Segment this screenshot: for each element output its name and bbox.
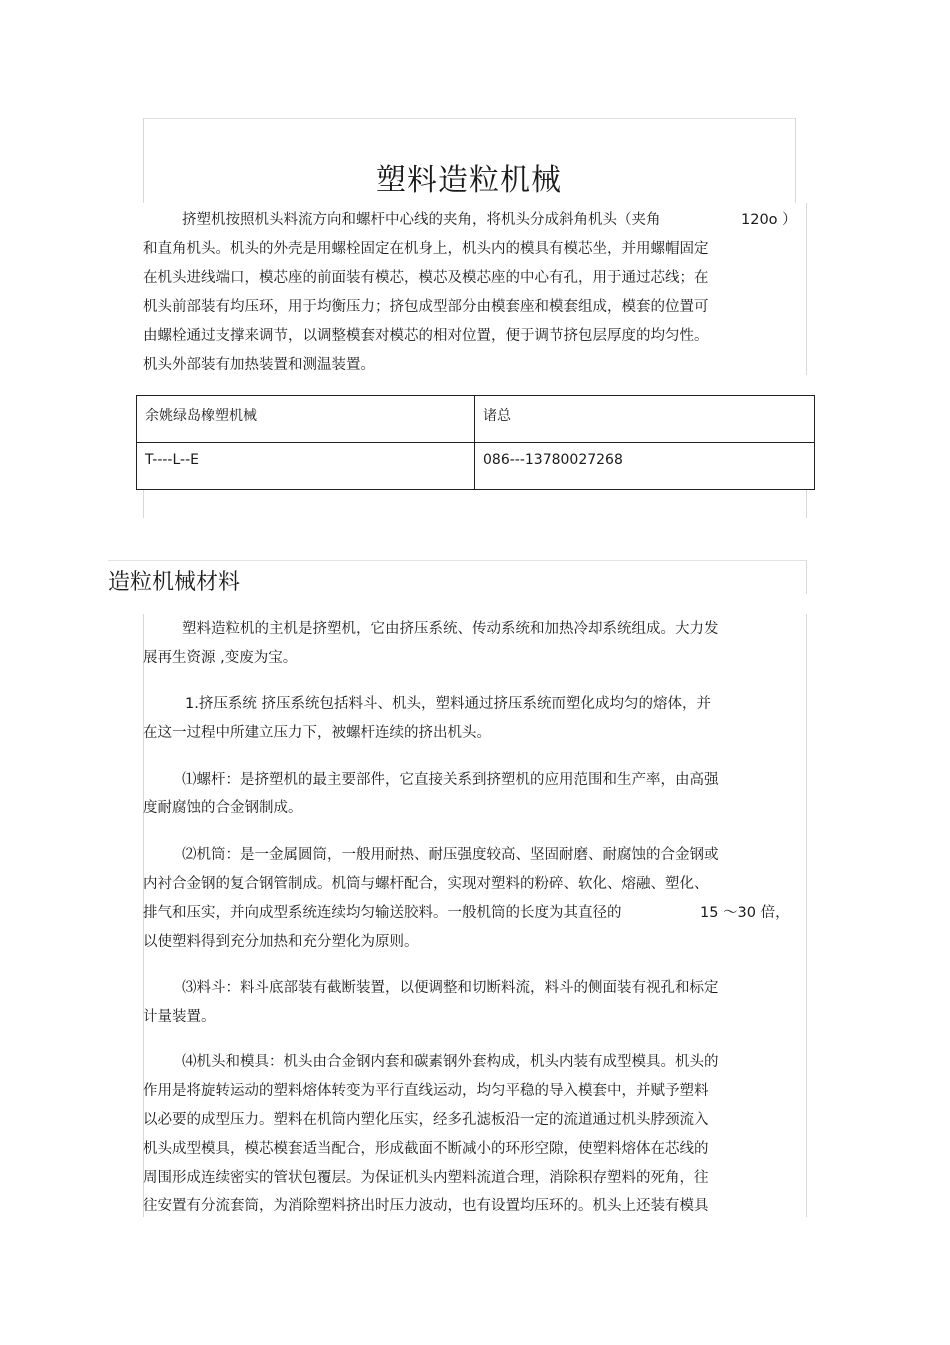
paragraph-line: 度耐腐蚀的合金钢制成。: [143, 800, 303, 816]
table-cell-contact-person: 诸总: [475, 396, 815, 443]
table-row: [137, 443, 815, 490]
paragraph-line: 展再生资源 ,变废为宝。: [143, 650, 298, 666]
contact-table: [136, 395, 815, 490]
intro-line: 机头外部装有加热装置和测温装置。: [143, 357, 375, 373]
paragraph-line: ⑶料斗：料斗底部装有截断装置，以便调整和切断料流，料斗的侧面装有视孔和标定: [182, 980, 719, 996]
paragraph-line: ⑵机筒：是一金属圆筒，一般用耐热、耐压强度较高、坚固耐磨、耐腐蚀的合金钢或: [182, 847, 719, 863]
paragraph-line: 塑料造粒机的主机是挤塑机，它由挤压系统、传动系统和加热冷却系统组成。大力发: [182, 621, 719, 637]
table-cell-company: 余姚绿岛橡塑机械: [137, 396, 475, 443]
paragraph-line: ⑴螺杆：是挤塑机的最主要部件，它直接关系到挤塑机的应用范围和生产率，由高强: [182, 772, 719, 788]
intro-line: 由螺栓通过支撑来调节，以调整模套对模芯的相对位置，便于调节挤包层厚度的均匀性。: [143, 328, 709, 344]
section-heading: 造粒机械材料: [108, 570, 241, 595]
paragraph-line: 在这一过程中所建立压力下，被螺杆连续的挤出机头。: [143, 725, 491, 741]
table-cell-tel-label: T----L--E: [137, 443, 475, 490]
table-row: [137, 396, 815, 443]
paragraph-line: 以必要的成型压力。塑料在机筒内塑化压实，经多孔滤板沿一定的流道通过机头脖颈流入: [143, 1112, 709, 1128]
paragraph-line: 计量装置。: [143, 1009, 216, 1025]
paragraph-line: 机头成型模具，模芯模套适当配合，形成截面不断减小的环形空隙，使塑料熔体在芯线的: [143, 1141, 709, 1157]
paragraph-line: 1.挤压系统 挤压系统包括料斗、机头，塑料通过挤压系统而塑化成均匀的熔体，并: [185, 696, 711, 712]
paragraph-line: 内衬合金钢的复合钢管制成。机筒与螺杆配合，实现对塑料的粉碎、软化、熔融、塑化、: [143, 876, 709, 892]
angle-note: 120o ）: [741, 212, 797, 228]
intro-line: 机头前部装有均压环，用于均衡压力；挤包成型部分由模套座和模套组成，模套的位置可: [143, 299, 709, 315]
document-title: 塑料造粒机械: [376, 163, 562, 198]
ratio-note: 15 ～30 倍，: [700, 905, 790, 921]
paragraph-line: 周围形成连续密实的管状包覆层。为保证机头内塑料流道合理，消除积存塑料的死角，往: [143, 1170, 709, 1186]
paragraph-line: 往安置有分流套筒，为消除塑料挤出时压力波动，也有设置均压环的。机头上还装有模具: [143, 1198, 709, 1214]
paragraph-line: ⑷机头和模具：机头由合金钢内套和碳素钢外套构成，机头内装有成型模具。机头的: [182, 1054, 719, 1070]
paragraph-line: 排气和压实，并向成型系统连续均匀输送胶料。一般机筒的长度为其直径的: [143, 905, 622, 921]
intro-line: 挤塑机按照机头料流方向和螺杆中心线的夹角，将机头分成斜角机头（夹角: [182, 212, 661, 228]
paragraph-line: 以使塑料得到充分加热和充分塑化为原则。: [143, 934, 419, 950]
table-cell-phone-number: 086---13780027268: [475, 443, 815, 490]
intro-line: 在机头进线端口，模芯座的前面装有模芯，模芯及模芯座的中心有孔，用于通过芯线；在: [143, 270, 709, 286]
paragraph-line: 作用是将旋转运动的塑料熔体转变为平行直线运动，均匀平稳的导入模套中，并赋予塑料: [143, 1083, 709, 1099]
intro-line: 和直角机头。机头的外壳是用螺栓固定在机身上，机头内的模具有模芯坐，并用螺帽固定: [143, 241, 709, 257]
